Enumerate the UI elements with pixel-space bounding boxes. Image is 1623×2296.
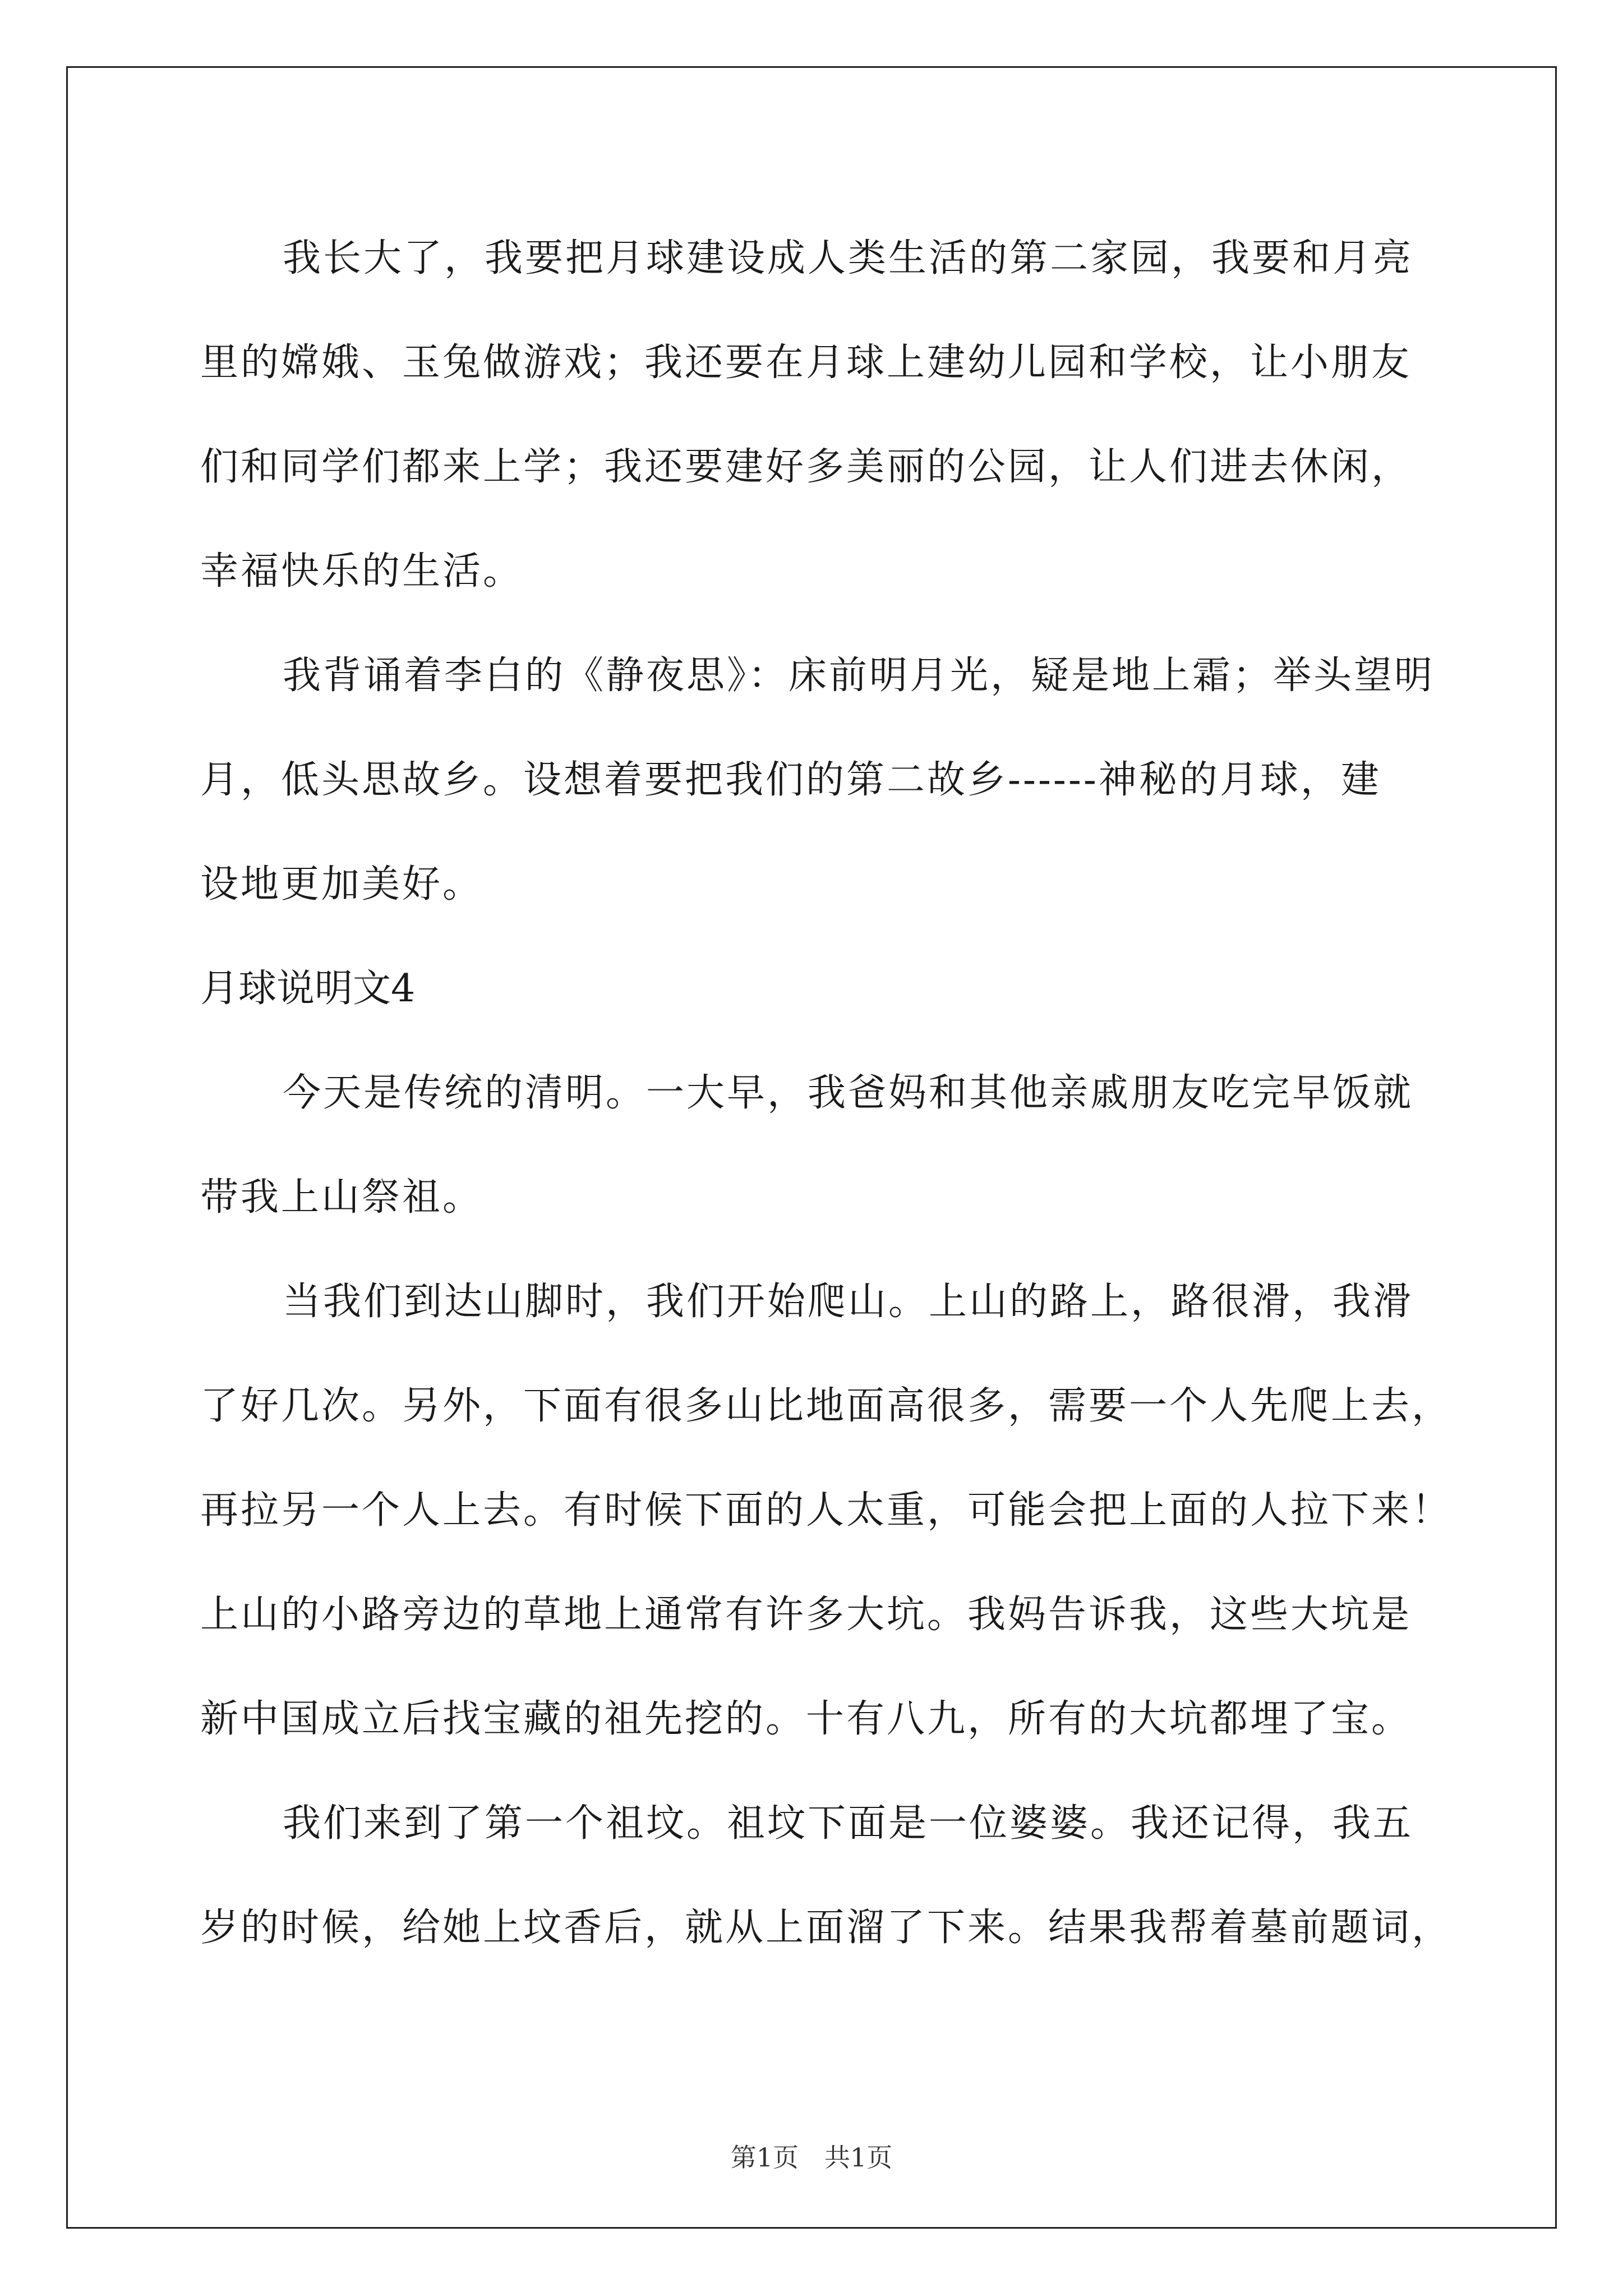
text-line: 岁的时候，给她上坟香后，就从上面溜了下来。结果我帮着墓前题词， [200,1906,1453,1950]
document-body [200,206,1453,1980]
paragraph [200,1772,1453,1980]
text-line: 当我们到达山脚时，我们开始爬山。上山的路上，路很滑，我滑 [283,1280,1414,1324]
section-title: 月球说明文4 [200,967,416,1011]
page-number-footer: 第1页 共1页 [730,2142,893,2173]
text-line: 我背诵着李白的《静夜思》：床前明月光，疑是地上霜；举头望明 [283,654,1435,698]
text-line: 今天是传统的清明。一大早，我爸妈和其他亲戚朋友吃完早饭就 [283,1071,1414,1115]
text-line: 我长大了，我要把月球建设成人类生活的第二家园，我要和月亮 [283,236,1414,280]
text-line: 月，低头思故乡。设想着要把我们的第二故乡------神秘的月球，建 [200,758,1381,802]
paragraph [200,1041,1428,1250]
text-line: 里的嫦娥、玉兔做游戏；我还要在月球上建幼儿园和学校，让小朋友 [200,341,1412,385]
text-line: 幸福快乐的生活。 [200,549,524,593]
text-line: 带我上山祭祖。 [200,1175,483,1220]
text-line: 上山的小路旁边的草地上通常有许多大坑。我妈告诉我，这些大坑是 [200,1593,1412,1637]
text-line: 新中国成立后找宝藏的祖先挖的。十有八九，所有的大坑都埋了宝。 [200,1697,1412,1741]
text-line: 了好几次。另外，下面有很多山比地面高很多，需要一个人先爬上去， [200,1384,1453,1428]
text-line: 们和同学们都来上学；我还要建好多美丽的公园，让人们进去休闲， [200,445,1412,489]
paragraph [200,206,1428,624]
text-line: 再拉另一个人上去。有时候下面的人太重，可能会把上面的人拉下来！ [200,1488,1453,1533]
paragraph [200,624,1435,937]
text-line: 我们来到了第一个祖坟。祖坟下面是一位婆婆。我还记得，我五 [283,1801,1414,1846]
paragraph [200,1250,1453,1772]
text-line: 设地更加美好。 [200,862,483,907]
